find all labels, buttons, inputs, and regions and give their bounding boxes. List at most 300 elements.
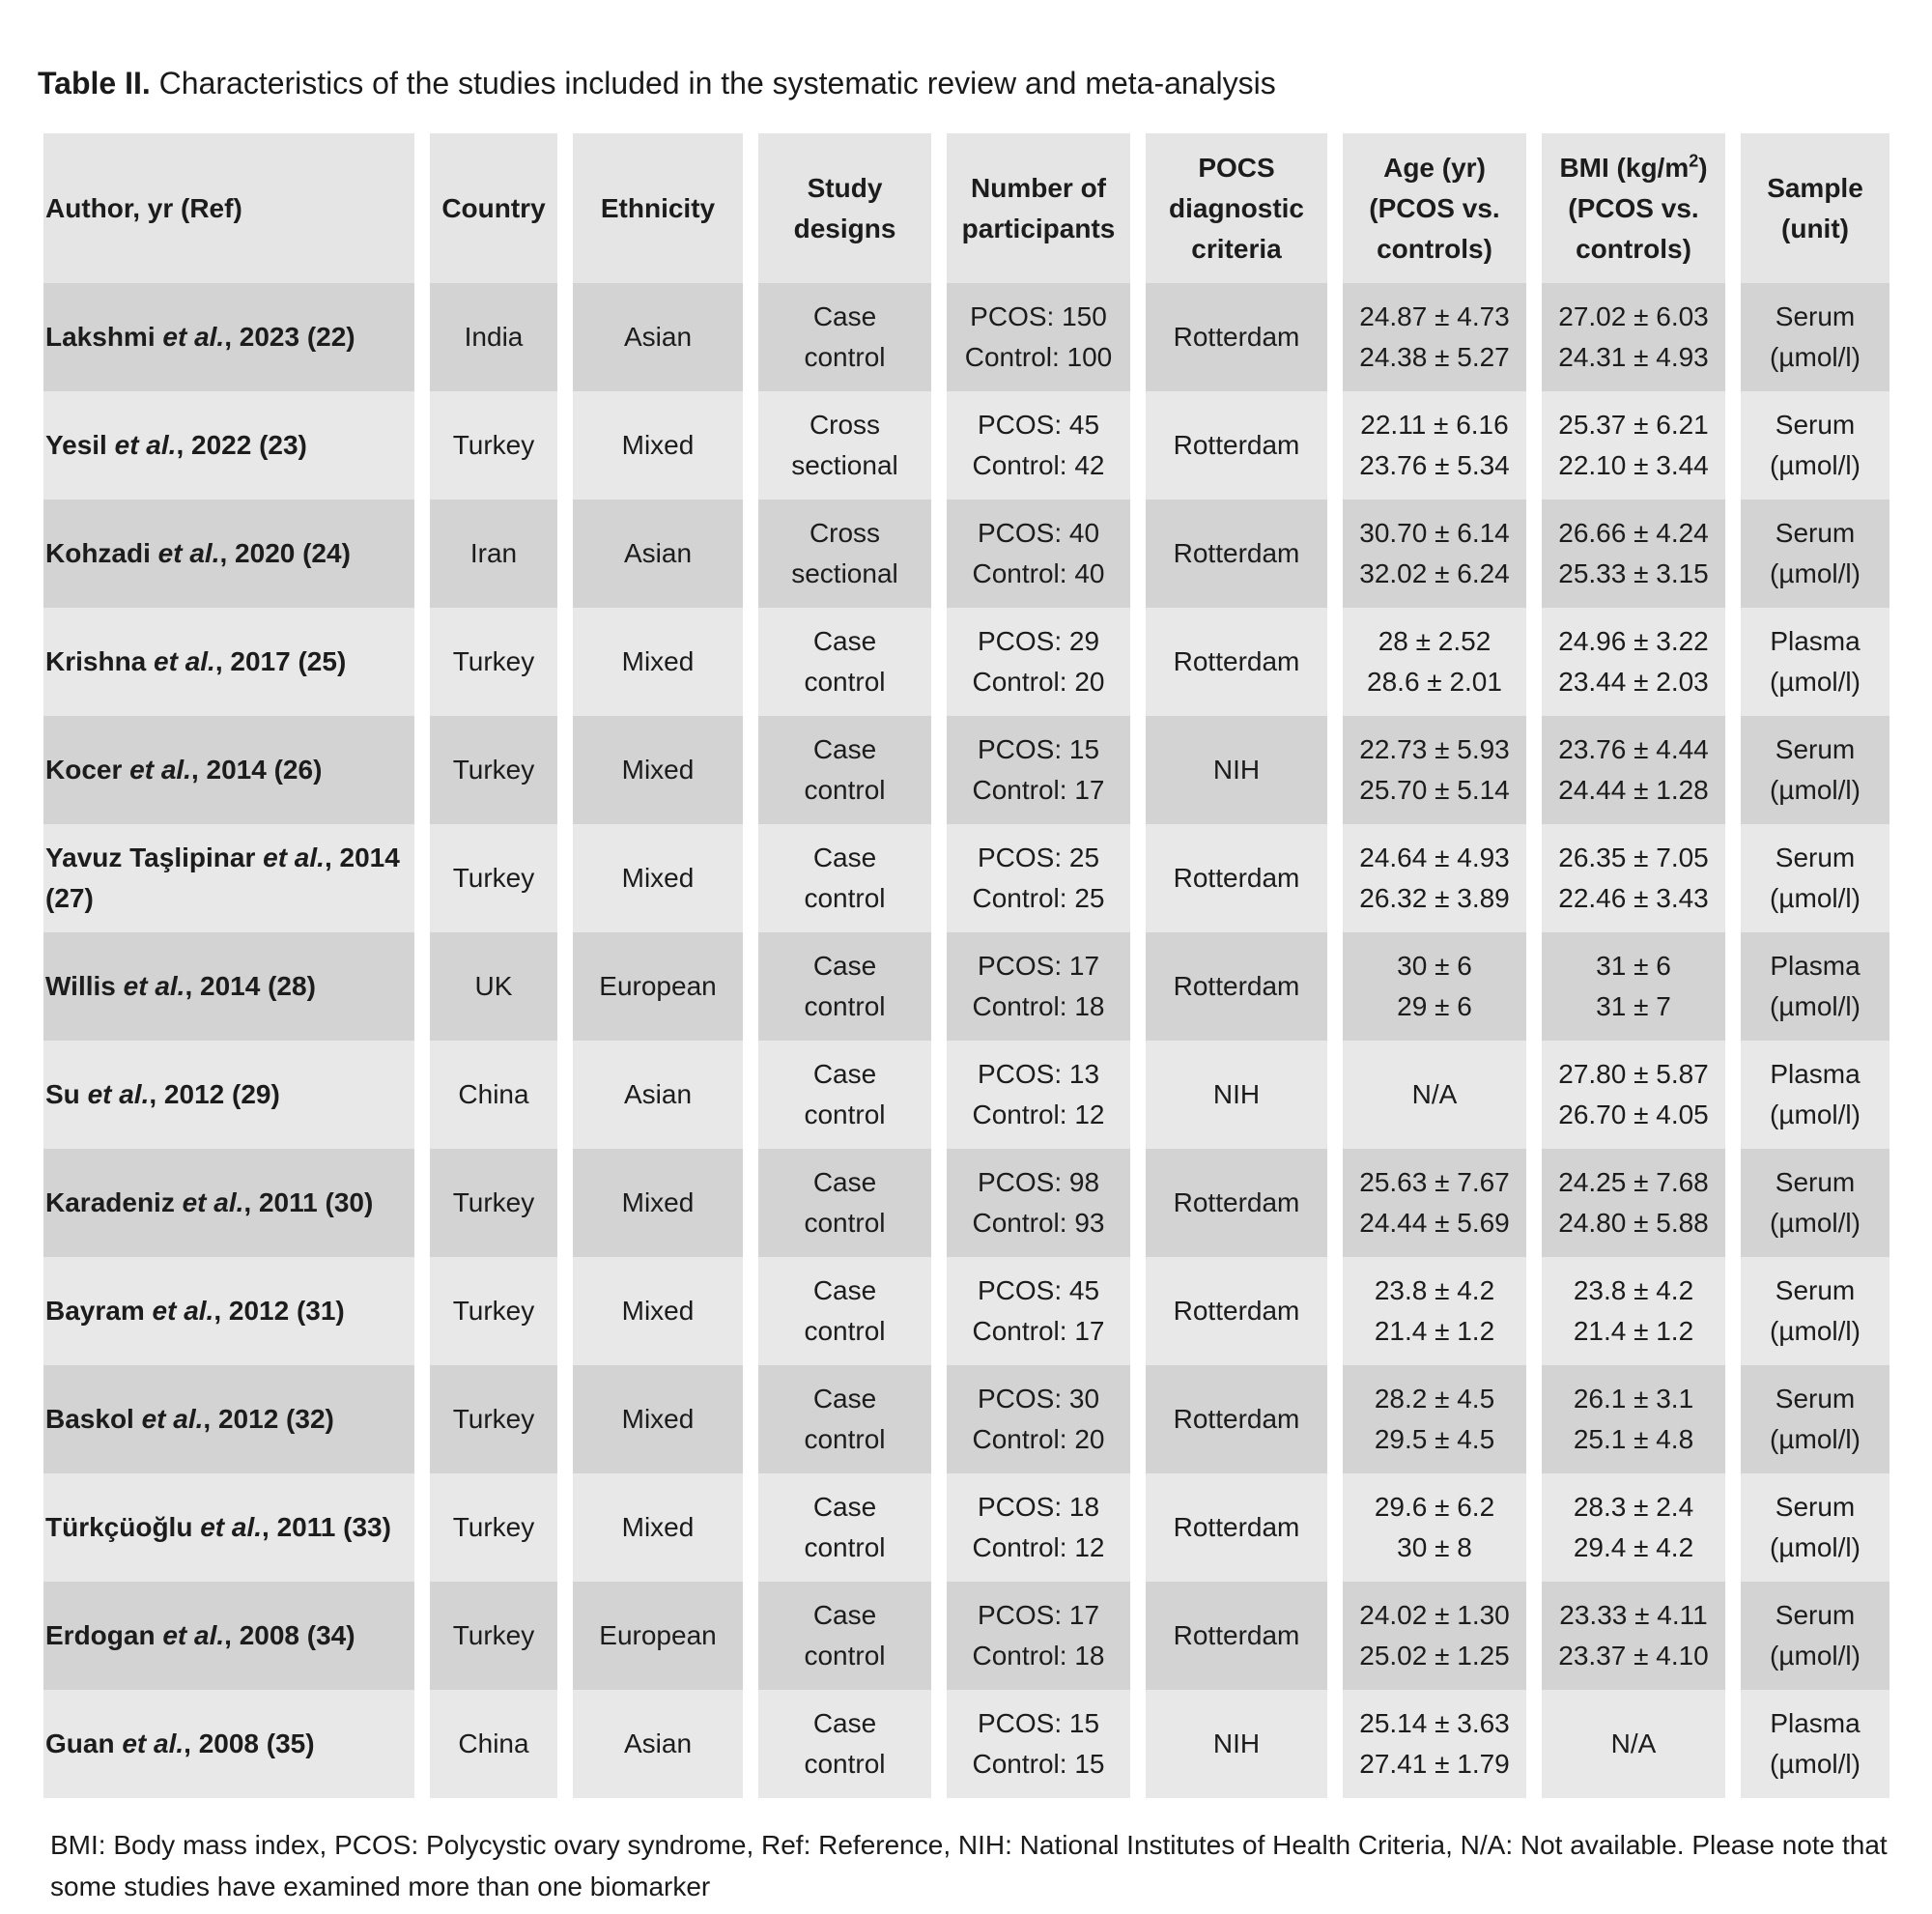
cell-sample-line: Serum: [1775, 1384, 1856, 1414]
cell-age-line: 21.4 ± 1.2: [1374, 1316, 1495, 1346]
cell-criteria: [1146, 1365, 1327, 1473]
author-name: Su: [45, 1079, 80, 1109]
cell-country: [430, 608, 557, 716]
header-design-line: Study: [807, 172, 883, 203]
cell-study-design-line: Case: [812, 734, 877, 764]
cell-age: [1343, 391, 1526, 500]
cell-participants-line: Control: 40: [972, 558, 1105, 588]
cell-study-design-line: control: [804, 1208, 886, 1238]
cell-participants: [947, 1582, 1130, 1690]
cell-age-line: 28.2 ± 4.5: [1374, 1384, 1495, 1414]
cell-age-line: 25.02 ± 1.25: [1359, 1641, 1510, 1671]
cell-author: [43, 1257, 414, 1365]
author-year-ref: , 2020 (24): [219, 538, 351, 568]
cell-participants-line: PCOS: 45: [977, 1275, 1100, 1305]
cell-bmi-line: 22.46 ± 3.43: [1558, 883, 1709, 913]
cell-participants-line: PCOS: 15: [977, 1708, 1100, 1738]
cell-study-design: [758, 1257, 931, 1365]
cell-bmi-line: 24.96 ± 3.22: [1558, 626, 1709, 656]
cell-participants: [947, 932, 1130, 1041]
author-name: Erdogan: [45, 1620, 156, 1650]
cell-participants-line: Control: 93: [972, 1208, 1105, 1238]
table-row: [43, 1365, 1889, 1473]
caption-label: Table II.: [38, 66, 151, 100]
author-etal: et al.: [141, 1404, 204, 1434]
cell-sample-line: Serum: [1775, 734, 1856, 764]
cell-age-line: 30.70 ± 6.14: [1359, 518, 1510, 548]
cell-country-text: Turkey: [452, 863, 535, 893]
cell-ethnicity-text: Mixed: [621, 1404, 695, 1434]
cell-country-text: Turkey: [452, 1296, 535, 1326]
table-footnote: BMI: Body mass index, PCOS: Polycystic ovary syndrome, Ref: Reference, NIH: National Institutes of Health Criteria, N/A: Not available. Please note that some studies have examined more than one biomarker: [50, 1830, 1888, 1901]
author-name: Guan: [45, 1728, 115, 1758]
cell-participants-line: Control: 15: [972, 1749, 1105, 1779]
table-row: [43, 1257, 1889, 1365]
author-year-ref: , 2022 (23): [176, 430, 307, 460]
cell-country-text: Turkey: [452, 1620, 535, 1650]
cell-ethnicity: [573, 1473, 743, 1582]
header-age-line: controls): [1377, 233, 1492, 264]
cell-age-line: N/A: [1411, 1079, 1458, 1109]
cell-criteria-text: Rotterdam: [1173, 1620, 1300, 1650]
cell-sample: [1741, 824, 1889, 932]
cell-bmi-line: 26.66 ± 4.24: [1558, 518, 1709, 548]
cell-participants: [947, 500, 1130, 608]
header-criteria-line: criteria: [1191, 233, 1282, 264]
cell-country: [430, 1257, 557, 1365]
header-criteria-line: diagnostic: [1168, 192, 1304, 223]
cell-criteria: [1146, 1582, 1327, 1690]
cell-participants: [947, 608, 1130, 716]
cell-criteria-text: Rotterdam: [1173, 322, 1300, 352]
cell-study-design-line: control: [804, 991, 886, 1021]
cell-sample-line: (µmol/l): [1770, 1208, 1861, 1238]
cell-bmi-line: 23.76 ± 4.44: [1558, 734, 1709, 764]
cell-age-line: 29.6 ± 6.2: [1374, 1492, 1495, 1522]
header-bmi-pre: BMI (kg/m: [1559, 152, 1690, 183]
cell-bmi: [1542, 1582, 1725, 1690]
cell-bmi-line: 28.3 ± 2.4: [1573, 1492, 1694, 1522]
cell-age-line: 24.87 ± 4.73: [1359, 301, 1510, 331]
table-row: [43, 1690, 1889, 1798]
cell-sample-line: (µmol/l): [1770, 775, 1861, 805]
cell-study-design: [758, 1473, 931, 1582]
header-participants-line: Number of: [971, 172, 1106, 203]
cell-study-design-line: Case: [812, 1059, 877, 1089]
cell-study-design: [758, 716, 931, 824]
cell-criteria: [1146, 391, 1327, 500]
cell-ethnicity-text: Mixed: [621, 1512, 695, 1542]
cell-participants: [947, 716, 1130, 824]
cell-bmi-line: 21.4 ± 1.2: [1573, 1316, 1694, 1346]
cell-participants-line: Control: 17: [972, 775, 1105, 805]
author-year-ref: , 2017 (25): [214, 646, 347, 676]
author-etal: et al.: [87, 1079, 150, 1109]
cell-age-line: 32.02 ± 6.24: [1359, 558, 1510, 588]
cell-ethnicity-text: European: [599, 971, 717, 1001]
cell-ethnicity: [573, 716, 743, 824]
cell-criteria-text: Rotterdam: [1173, 1404, 1300, 1434]
cell-author: [43, 1690, 414, 1798]
table-row: [43, 283, 1889, 391]
header-ethnicity-text: Ethnicity: [600, 192, 716, 223]
cell-bmi-line: 22.10 ± 3.44: [1558, 450, 1709, 480]
table-header: [43, 133, 1889, 283]
cell-bmi: [1542, 716, 1725, 824]
cell-participants-line: Control: 18: [972, 1641, 1105, 1671]
cell-sample-line: (µmol/l): [1770, 450, 1861, 480]
author-year-ref: , 2014 (28): [185, 971, 316, 1001]
cell-author: [43, 1473, 414, 1582]
cell-study-design: [758, 1365, 931, 1473]
author-etal: et al.: [182, 1187, 244, 1217]
cell-sample-line: Plasma: [1770, 1708, 1861, 1738]
cell-bmi-line: 31 ± 7: [1596, 991, 1671, 1021]
author-etal: et al.: [162, 1620, 225, 1650]
cell-criteria-text: Rotterdam: [1173, 863, 1300, 893]
cell-sample: [1741, 1149, 1889, 1257]
cell-ethnicity-text: Mixed: [621, 430, 695, 460]
cell-sample-line: Serum: [1775, 1600, 1856, 1630]
cell-age: [1343, 283, 1526, 391]
author-name: Willis: [45, 971, 116, 1001]
cell-country: [430, 283, 557, 391]
header-study-designs: [758, 133, 931, 283]
cell-participants-line: PCOS: 40: [977, 518, 1100, 548]
header-sample-line: Sample: [1767, 172, 1863, 203]
author-year-ref: , 2011 (30): [243, 1187, 374, 1217]
cell-participants-line: PCOS: 15: [977, 734, 1100, 764]
author-etal: et al.: [157, 538, 220, 568]
cell-age: [1343, 716, 1526, 824]
cell-sample: [1741, 1473, 1889, 1582]
cell-study-design-line: Case: [812, 1708, 877, 1738]
cell-ethnicity-text: Asian: [623, 1728, 693, 1758]
cell-bmi: [1542, 1257, 1725, 1365]
cell-criteria-text: Rotterdam: [1173, 538, 1300, 568]
cell-participants-line: PCOS: 17: [977, 951, 1100, 981]
cell-sample: [1741, 1582, 1889, 1690]
cell-sample-line: (µmol/l): [1770, 1532, 1861, 1562]
cell-criteria: [1146, 1041, 1327, 1149]
author-etal: et al.: [122, 1728, 185, 1758]
cell-ethnicity: [573, 1149, 743, 1257]
cell-age-line: 24.02 ± 1.30: [1359, 1600, 1510, 1630]
author-year-ref: , 2011 (33): [262, 1512, 391, 1542]
cell-participants-line: PCOS: 13: [977, 1059, 1100, 1089]
cell-study-design-line: Case: [812, 1275, 877, 1305]
cell-participants-line: PCOS: 98: [977, 1167, 1100, 1197]
cell-country-text: Turkey: [452, 1187, 535, 1217]
author-year-ref: , 2023 (22): [224, 322, 355, 352]
cell-bmi: [1542, 824, 1725, 932]
cell-author: [43, 932, 414, 1041]
cell-sample: [1741, 932, 1889, 1041]
cell-country-text: India: [464, 322, 524, 352]
cell-bmi-line: 26.70 ± 4.05: [1558, 1100, 1709, 1129]
cell-country: [430, 932, 557, 1041]
cell-criteria: [1146, 608, 1327, 716]
header-bmi: [1542, 133, 1725, 283]
cell-age: [1343, 1257, 1526, 1365]
cell-country-text: Turkey: [452, 1512, 535, 1542]
cell-ethnicity: [573, 1041, 743, 1149]
cell-ethnicity-text: Mixed: [621, 646, 695, 676]
cell-criteria-text: NIH: [1212, 755, 1261, 785]
cell-participants: [947, 1473, 1130, 1582]
author-name: Kocer: [45, 755, 123, 785]
table-row: [43, 932, 1889, 1041]
cell-country-text: Iran: [469, 538, 518, 568]
table-row: [43, 391, 1889, 500]
table-caption: [38, 60, 1276, 106]
cell-sample: [1741, 391, 1889, 500]
cell-bmi: [1542, 1473, 1725, 1582]
cell-participants-line: PCOS: 45: [977, 410, 1100, 440]
cell-participants: [947, 1041, 1130, 1149]
cell-ethnicity: [573, 608, 743, 716]
cell-participants: [947, 1690, 1130, 1798]
cell-bmi-line: 24.25 ± 7.68: [1558, 1167, 1709, 1197]
table-row: [43, 1473, 1889, 1582]
cell-study-design-line: control: [804, 1532, 886, 1562]
author-year-ref: , 2014 (27): [45, 843, 400, 913]
author-year-ref: , 2012 (31): [213, 1296, 345, 1326]
cell-country: [430, 716, 557, 824]
cell-ethnicity: [573, 1582, 743, 1690]
cell-bmi-line: 25.37 ± 6.21: [1558, 410, 1709, 440]
cell-bmi-line: 26.1 ± 3.1: [1573, 1384, 1694, 1414]
cell-age-line: 25.14 ± 3.63: [1359, 1708, 1510, 1738]
cell-participants-line: Control: 25: [972, 883, 1105, 913]
author-name: Baskol: [45, 1404, 134, 1434]
cell-country-text: China: [458, 1079, 529, 1109]
cell-study-design: [758, 1041, 931, 1149]
cell-age-line: 24.38 ± 5.27: [1359, 342, 1510, 372]
cell-study-design-line: Case: [812, 301, 877, 331]
author-name: Türkçüoğlu: [45, 1512, 193, 1542]
cell-author: [43, 716, 414, 824]
cell-ethnicity-text: Asian: [623, 322, 693, 352]
cell-study-design-line: control: [804, 883, 886, 913]
cell-author: [43, 283, 414, 391]
cell-country: [430, 1582, 557, 1690]
cell-bmi: [1542, 1041, 1725, 1149]
cell-criteria: [1146, 1149, 1327, 1257]
author-name: Karadeniz: [45, 1187, 175, 1217]
cell-bmi: [1542, 932, 1725, 1041]
cell-country: [430, 1365, 557, 1473]
author-etal: et al.: [152, 1296, 214, 1326]
cell-bmi-line: 23.33 ± 4.11: [1559, 1600, 1708, 1630]
cell-participants-line: Control: 12: [972, 1100, 1105, 1129]
header-age: [1343, 133, 1526, 283]
cell-participants-line: Control: 18: [972, 991, 1105, 1021]
cell-criteria: [1146, 283, 1327, 391]
header-bmi-line: controls): [1576, 233, 1691, 264]
header-author-text: Author, yr (Ref): [45, 192, 242, 223]
cell-bmi-line: 24.80 ± 5.88: [1558, 1208, 1709, 1238]
cell-criteria-text: Rotterdam: [1173, 1187, 1300, 1217]
cell-bmi: [1542, 500, 1725, 608]
cell-sample-line: Serum: [1775, 1167, 1856, 1197]
cell-ethnicity-text: European: [599, 1620, 717, 1650]
cell-criteria-text: NIH: [1212, 1079, 1261, 1109]
cell-country: [430, 1690, 557, 1798]
table-row: [43, 824, 1889, 932]
author-etal: et al.: [263, 843, 325, 872]
cell-age-line: 22.11 ± 6.16: [1360, 410, 1509, 440]
header-criteria-line: POCS: [1198, 152, 1275, 183]
cell-bmi-line: 23.8 ± 4.2: [1573, 1275, 1694, 1305]
cell-sample-line: (µmol/l): [1770, 1424, 1861, 1454]
cell-ethnicity: [573, 500, 743, 608]
cell-ethnicity-text: Asian: [623, 538, 693, 568]
cell-author: [43, 608, 414, 716]
cell-sample: [1741, 716, 1889, 824]
cell-sample: [1741, 283, 1889, 391]
cell-participants: [947, 1149, 1130, 1257]
cell-sample: [1741, 1041, 1889, 1149]
cell-author: [43, 391, 414, 500]
cell-age-line: 28 ± 2.52: [1378, 626, 1492, 656]
cell-criteria: [1146, 716, 1327, 824]
author-name: Krishna: [45, 646, 147, 676]
cell-study-design-line: control: [804, 1316, 886, 1346]
cell-sample: [1741, 500, 1889, 608]
author-etal: et al.: [114, 430, 177, 460]
cell-study-design-line: Case: [812, 1492, 877, 1522]
cell-participants-line: Control: 20: [972, 1424, 1105, 1454]
cell-participants-line: PCOS: 25: [977, 843, 1100, 872]
header-bmi-post: ): [1698, 152, 1708, 183]
author-name: Yesil: [45, 430, 107, 460]
cell-bmi: [1542, 1690, 1725, 1798]
table-row: [43, 1582, 1889, 1690]
cell-country: [430, 1149, 557, 1257]
cell-bmi-line: 24.44 ± 1.28: [1558, 775, 1709, 805]
table-row: [43, 1041, 1889, 1149]
cell-participants-line: Control: 100: [964, 342, 1113, 372]
author-year-ref: , 2014 (26): [190, 755, 323, 785]
cell-sample-line: (µmol/l): [1770, 991, 1861, 1021]
cell-country-text: Turkey: [452, 1404, 535, 1434]
cell-study-design-line: control: [804, 1100, 886, 1129]
cell-age-line: 23.8 ± 4.2: [1374, 1275, 1495, 1305]
cell-sample: [1741, 1365, 1889, 1473]
cell-ethnicity: [573, 1690, 743, 1798]
cell-study-design: [758, 932, 931, 1041]
cell-bmi-line: 23.37 ± 4.10: [1558, 1641, 1709, 1671]
cell-ethnicity-text: Mixed: [621, 1187, 695, 1217]
cell-participants-line: Control: 20: [972, 667, 1105, 697]
cell-ethnicity-text: Asian: [623, 1079, 693, 1109]
cell-sample-line: Serum: [1775, 518, 1856, 548]
cell-age-line: 29 ± 6: [1397, 991, 1472, 1021]
cell-sample-line: (µmol/l): [1770, 1316, 1861, 1346]
cell-age-line: 25.70 ± 5.14: [1359, 775, 1510, 805]
header-author: [43, 133, 414, 283]
cell-country-text: China: [458, 1728, 529, 1758]
cell-study-design-line: sectional: [791, 558, 898, 588]
cell-age-line: 24.44 ± 5.69: [1359, 1208, 1510, 1238]
cell-participants-line: PCOS: 30: [977, 1384, 1100, 1414]
cell-age: [1343, 1690, 1526, 1798]
cell-sample-line: Plasma: [1770, 1059, 1861, 1089]
cell-criteria-text: Rotterdam: [1173, 430, 1300, 460]
cell-sample: [1741, 608, 1889, 716]
cell-study-design-line: Cross: [809, 518, 881, 548]
header-diagnostic-criteria: [1146, 133, 1327, 283]
cell-criteria: [1146, 1257, 1327, 1365]
cell-country: [430, 1473, 557, 1582]
table-body: [43, 283, 1889, 1798]
cell-age-line: 24.64 ± 4.93: [1359, 843, 1510, 872]
cell-bmi-line: 24.31 ± 4.93: [1558, 342, 1709, 372]
cell-age-line: 22.73 ± 5.93: [1359, 734, 1510, 764]
cell-age-line: 28.6 ± 2.01: [1367, 667, 1502, 697]
header-sample: [1741, 133, 1889, 283]
cell-bmi: [1542, 391, 1725, 500]
header-bmi-line: (PCOS vs.: [1568, 192, 1699, 223]
cell-study-design-line: control: [804, 667, 886, 697]
author-etal: et al.: [162, 322, 225, 352]
cell-bmi: [1542, 608, 1725, 716]
cell-ethnicity-text: Mixed: [621, 863, 695, 893]
cell-sample-line: Serum: [1775, 1275, 1856, 1305]
cell-criteria: [1146, 824, 1327, 932]
header-sample-line: (unit): [1781, 213, 1849, 243]
author-year-ref: , 2008 (35): [184, 1728, 315, 1758]
cell-study-design: [758, 500, 931, 608]
header-country: [430, 133, 557, 283]
cell-study-design: [758, 1149, 931, 1257]
author-name: Kohzadi: [45, 538, 151, 568]
cell-participants-line: Control: 12: [972, 1532, 1105, 1562]
cell-study-design-line: Cross: [809, 410, 881, 440]
cell-participants-line: PCOS: 150: [970, 301, 1107, 331]
cell-bmi-line: 26.35 ± 7.05: [1558, 843, 1709, 872]
cell-criteria-text: Rotterdam: [1173, 1512, 1300, 1542]
table-row: [43, 500, 1889, 608]
header-participants: [947, 133, 1130, 283]
cell-criteria-text: Rotterdam: [1173, 1296, 1300, 1326]
cell-study-design-line: Case: [812, 843, 877, 872]
cell-age: [1343, 1149, 1526, 1257]
cell-criteria: [1146, 1690, 1327, 1798]
cell-bmi-line: 25.1 ± 4.8: [1573, 1424, 1694, 1454]
cell-ethnicity: [573, 932, 743, 1041]
author-name: Yavuz Taşlipinar: [45, 843, 256, 872]
cell-criteria: [1146, 500, 1327, 608]
cell-sample-line: Serum: [1775, 301, 1856, 331]
cell-age-line: 30 ± 6: [1397, 951, 1472, 981]
header-country-text: Country: [441, 192, 546, 223]
cell-country: [430, 1041, 557, 1149]
cell-age: [1343, 1473, 1526, 1582]
cell-sample-line: (µmol/l): [1770, 667, 1861, 697]
cell-ethnicity: [573, 391, 743, 500]
cell-study-design: [758, 1582, 931, 1690]
cell-study-design-line: control: [804, 775, 886, 805]
cell-age-line: 26.32 ± 3.89: [1359, 883, 1510, 913]
cell-study-design-line: Case: [812, 1384, 877, 1414]
cell-study-design: [758, 391, 931, 500]
cell-bmi: [1542, 1365, 1725, 1473]
cell-ethnicity-text: Mixed: [621, 755, 695, 785]
cell-sample-line: (µmol/l): [1770, 1641, 1861, 1671]
table-row: [43, 1149, 1889, 1257]
